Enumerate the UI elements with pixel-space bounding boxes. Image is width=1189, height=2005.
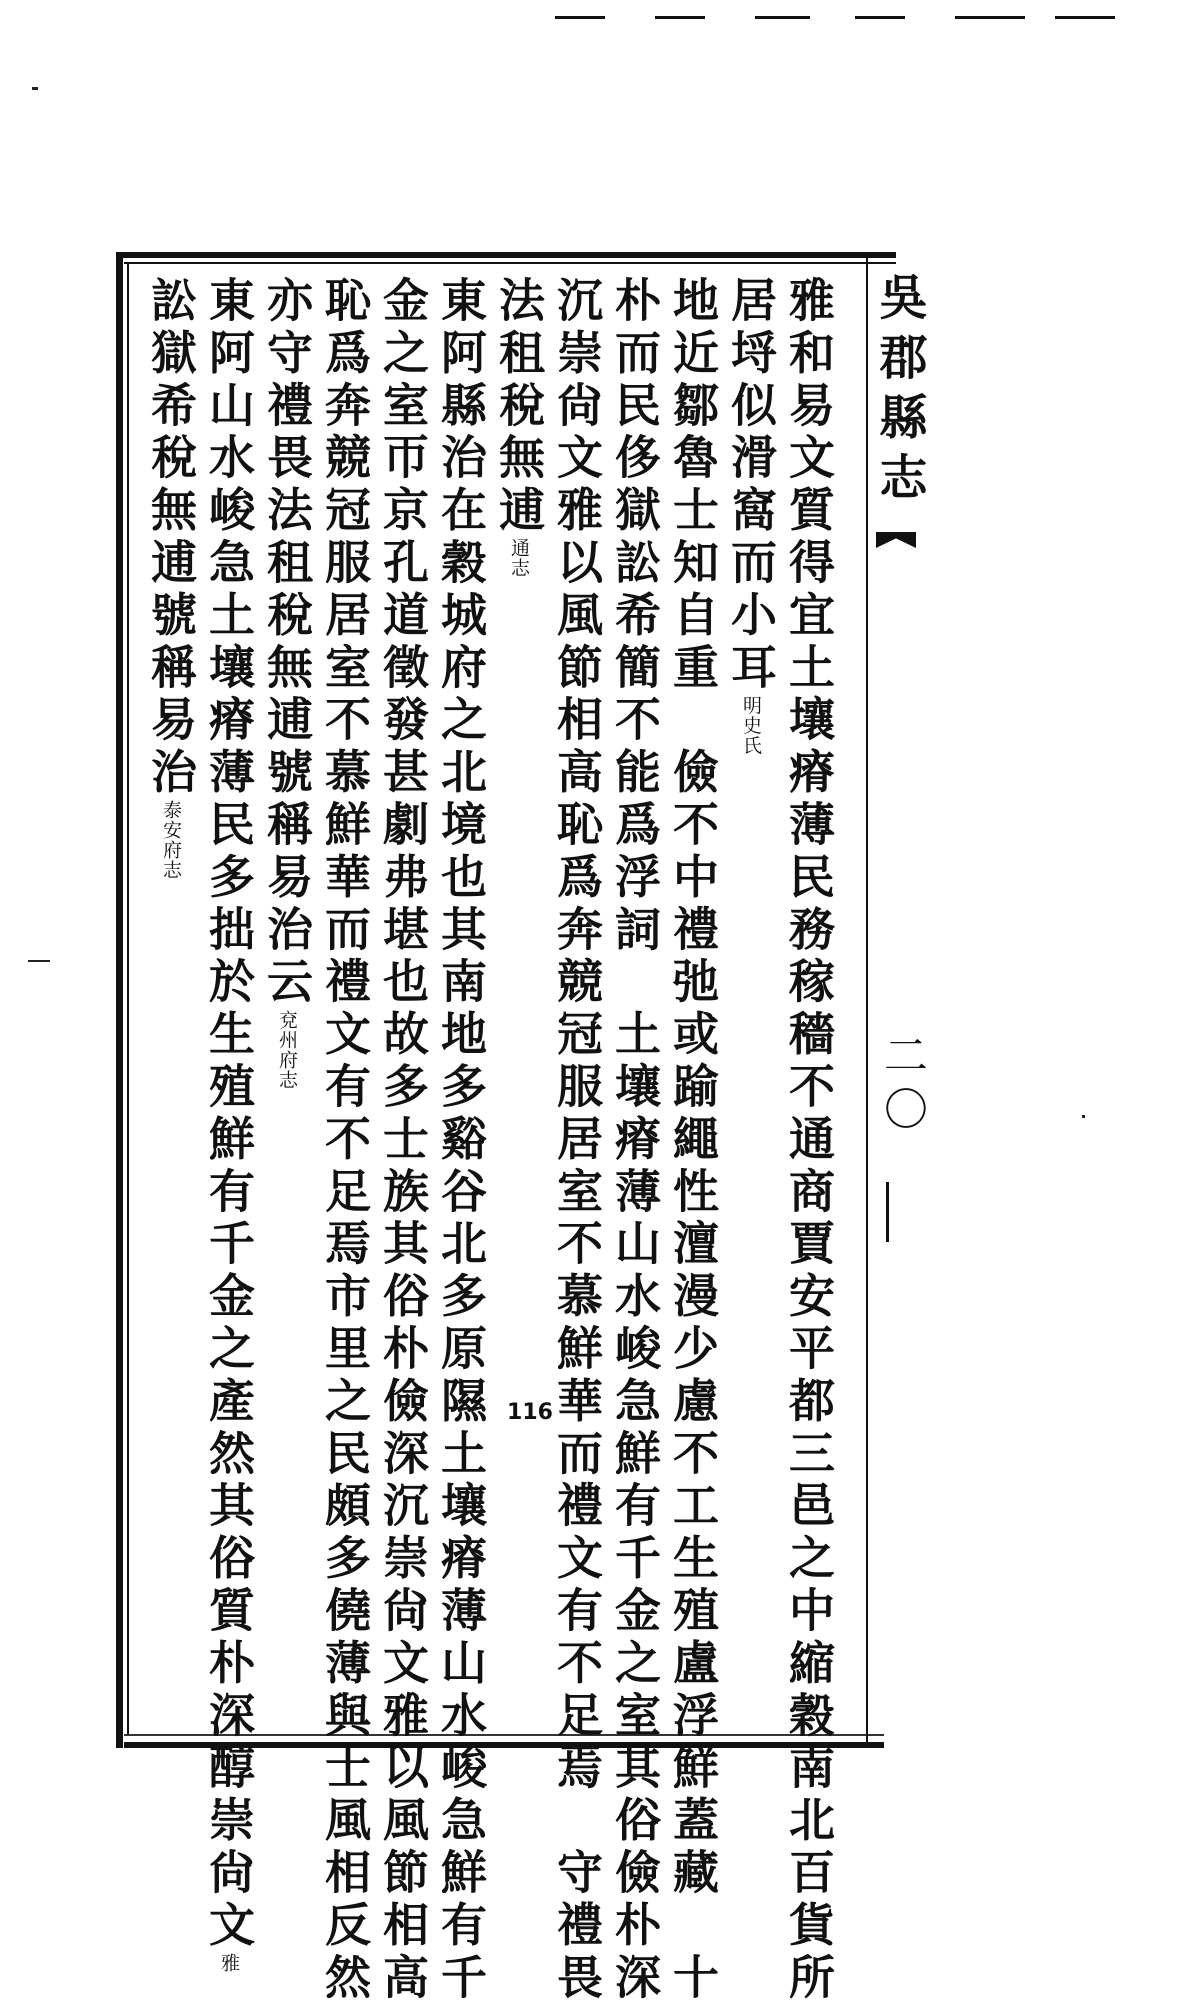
banxin-folio: 二〇	[876, 1032, 927, 1140]
column-text: 金之室帀京孔道徵發甚劇弗堪也故多士族其俗朴儉深沉崇尙文雅以風節相高	[376, 276, 430, 2005]
scan-speck	[28, 960, 50, 962]
text-column-10	[258, 276, 316, 1726]
text-column-7	[432, 276, 490, 2005]
frame-top-rule	[116, 252, 896, 258]
column-text: 居埒似滑窩而小耳	[724, 276, 778, 696]
text-column-12	[142, 276, 200, 1726]
frame-left-rule-thin	[127, 262, 129, 1736]
text-column-1	[780, 276, 838, 2005]
text-body	[144, 276, 840, 2005]
scan-mark	[755, 16, 810, 19]
column-text: 東阿縣治在穀城府之北境也其南地多谿谷北多原隰土壤瘠薄山水峻急鮮有千	[434, 276, 488, 2005]
source-note: 雅	[218, 1952, 240, 1973]
banxin-title: 吳郡縣志	[871, 272, 927, 512]
scan-speck	[1082, 1115, 1085, 1118]
folio-bar	[886, 1182, 889, 1242]
column-text: 亦守禮畏法租稅無逋號稱易治云	[260, 276, 314, 1010]
column-text: 訟獄希稅無逋號稱易治	[144, 276, 198, 800]
column-text: 雅和易文質得宜土壤瘠薄民務稼穡不通商賈安平都三邑之中縮穀南北百貨所	[782, 276, 836, 2005]
text-column-11	[200, 276, 258, 1973]
scan-mark	[1055, 16, 1115, 19]
source-note: 泰安府志	[160, 800, 182, 880]
scan-speck	[32, 87, 38, 90]
text-column-2	[722, 276, 780, 1726]
source-note: 兗州府志	[276, 1009, 298, 1090]
source-note: 明史氏	[740, 695, 762, 756]
source-note: 通志	[508, 538, 530, 578]
page-number: 116	[507, 1400, 553, 1425]
text-column-5	[548, 276, 606, 2005]
column-text: 沉崇尙文雅以風節相高恥爲奔競冠服居室不慕鮮華而禮文有不足焉 守禮畏	[550, 276, 604, 2005]
fishtail-mark	[876, 532, 916, 548]
scan-mark	[855, 16, 905, 19]
column-text: 地近鄒魯士知自重 儉不中禮弛或踰繩性澶漫少慮不工生殖盧浮鮮蓋藏 十	[666, 276, 720, 2005]
banxin	[866, 252, 926, 1252]
scan-mark	[955, 16, 1025, 19]
frame-top-rule-thin	[124, 262, 896, 264]
scan-mark	[555, 16, 605, 19]
text-column-9	[316, 276, 374, 2005]
banxin-rule	[866, 252, 868, 1748]
column-text: 恥爲奔競冠服居室不慕鮮華而禮文有不足焉市里之民頗多僥薄與士風相反然	[318, 276, 372, 2005]
text-column-8	[374, 276, 432, 2005]
frame-left-rule	[116, 252, 123, 1748]
column-text: 法租稅無逋	[492, 276, 546, 538]
column-text: 東阿山水峻急土壤瘠薄民多拙於生殖鮮有千金之產然其俗質朴深醇崇尙文	[202, 276, 256, 1953]
scan-mark	[655, 16, 705, 19]
column-text: 朴而民侈獄訟希簡不能爲浮詞 土壤瘠薄山水峻急鮮有千金之室其俗儉朴深	[608, 276, 662, 2005]
text-column-3	[664, 276, 722, 2005]
text-column-6	[490, 276, 548, 1726]
text-column-4	[606, 276, 664, 2005]
